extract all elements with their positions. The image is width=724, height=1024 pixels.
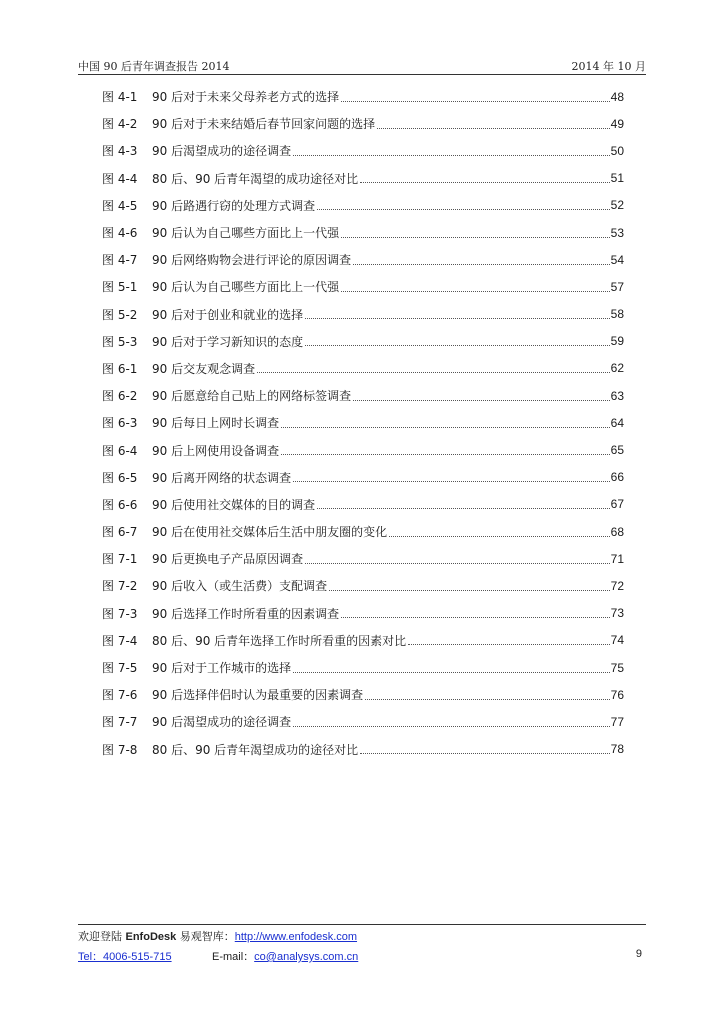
footer-welcome-line xyxy=(78,928,357,944)
toc-page-number: 66 xyxy=(610,470,624,485)
footer-brand: EnfoDesk xyxy=(125,931,177,943)
toc-page-number: 50 xyxy=(610,143,624,158)
toc-entry[interactable] xyxy=(102,382,624,409)
toc-figure-label: 图 7-1 xyxy=(102,552,138,567)
toc-page-number: 57 xyxy=(610,279,624,294)
toc-entry[interactable] xyxy=(102,301,624,328)
toc-figure-title: 90 后更换电子产品原因调查 xyxy=(152,552,304,567)
toc-page-number: 65 xyxy=(610,443,624,458)
toc-page-number: 73 xyxy=(610,606,624,621)
toc-page-number: 53 xyxy=(610,225,624,240)
toc-entry[interactable] xyxy=(102,464,624,491)
toc-entry[interactable] xyxy=(102,491,624,518)
toc-dot-leader xyxy=(293,480,610,482)
toc-figure-title: 90 后对于未来结婚后春节回家问题的选择 xyxy=(152,117,376,132)
toc-figure-label: 图 4-6 xyxy=(102,226,138,241)
toc-figure-label: 图 6-1 xyxy=(102,361,138,376)
toc-entry[interactable] xyxy=(102,600,624,627)
toc-page-number: 49 xyxy=(610,116,624,131)
toc-figure-title: 90 后渴望成功的途径调查 xyxy=(152,144,292,159)
toc-figure-title: 90 后认为自己哪些方面比上一代强 xyxy=(152,226,340,241)
page-header xyxy=(78,56,646,74)
toc-page-number: 77 xyxy=(610,714,624,729)
toc-figure-label: 图 6-3 xyxy=(102,416,138,431)
footer-welcome-suffix: 易观智库： xyxy=(176,930,235,943)
header-date: 2014 年 10 月 xyxy=(571,60,646,73)
toc-figure-title: 90 后对于创业和就业的选择 xyxy=(152,307,304,322)
footer-divider xyxy=(78,924,646,925)
toc-figure-label: 图 7-7 xyxy=(102,715,138,730)
toc-figure-title: 90 后对于工作城市的选择 xyxy=(152,661,292,676)
toc-figure-label: 图 7-3 xyxy=(102,606,138,621)
tel-link[interactable]: Tel：4006-515-715 xyxy=(78,951,172,963)
toc-entry[interactable] xyxy=(102,654,624,681)
toc-entry[interactable] xyxy=(102,681,624,708)
toc-figure-label: 图 7-6 xyxy=(102,688,138,703)
toc-figure-label: 图 4-2 xyxy=(102,117,138,132)
toc-figure-title: 90 后对于未来父母养老方式的选择 xyxy=(152,90,340,105)
toc-dot-leader xyxy=(353,399,610,401)
footer-contact-line xyxy=(78,948,646,964)
figure-list xyxy=(102,83,624,763)
email-group xyxy=(212,948,358,964)
toc-figure-title: 90 后离开网络的状态调查 xyxy=(152,470,292,485)
toc-dot-leader xyxy=(293,671,610,673)
toc-figure-title: 90 后上网使用设备调查 xyxy=(152,443,280,458)
toc-dot-leader xyxy=(281,453,610,455)
toc-figure-label: 图 4-4 xyxy=(102,171,138,186)
toc-figure-label: 图 7-8 xyxy=(102,742,138,757)
toc-page-number: 67 xyxy=(610,497,624,512)
email-link[interactable]: co@analysys.com.cn xyxy=(254,951,359,963)
toc-entry[interactable] xyxy=(102,273,624,300)
toc-dot-leader xyxy=(329,589,610,591)
toc-entry[interactable] xyxy=(102,219,624,246)
toc-figure-label: 图 5-1 xyxy=(102,280,138,295)
toc-dot-leader xyxy=(353,263,610,265)
toc-figure-label: 图 6-6 xyxy=(102,497,138,512)
toc-entry[interactable] xyxy=(102,409,624,436)
toc-figure-title: 90 后交友观念调查 xyxy=(152,361,256,376)
toc-figure-title: 90 后收入（或生活费）支配调查 xyxy=(152,579,328,594)
toc-dot-leader xyxy=(360,181,609,183)
toc-page-number: 62 xyxy=(610,361,624,376)
toc-dot-leader xyxy=(341,290,610,292)
toc-entry[interactable] xyxy=(102,355,624,382)
toc-figure-label: 图 5-2 xyxy=(102,307,138,322)
toc-page-number: 76 xyxy=(610,687,624,702)
toc-figure-label: 图 4-7 xyxy=(102,253,138,268)
toc-page-number: 75 xyxy=(610,660,624,675)
toc-figure-label: 图 4-5 xyxy=(102,198,138,213)
toc-figure-title: 80 后、90 后青年选择工作时所看重的因素对比 xyxy=(152,633,407,648)
website-link[interactable]: http://www.enfodesk.com xyxy=(234,931,358,943)
toc-dot-leader xyxy=(341,100,610,102)
toc-entry[interactable] xyxy=(102,572,624,599)
toc-figure-title: 90 后选择工作时所看重的因素调查 xyxy=(152,606,340,621)
toc-dot-leader xyxy=(305,344,610,346)
toc-figure-title: 90 后路遇行窃的处理方式调查 xyxy=(152,198,316,213)
toc-dot-leader xyxy=(341,616,610,618)
toc-entry[interactable] xyxy=(102,436,624,463)
toc-figure-label: 图 4-3 xyxy=(102,144,138,159)
toc-entry[interactable] xyxy=(102,328,624,355)
toc-figure-title: 80 后、90 后青年渴望成功的途径对比 xyxy=(152,742,359,757)
toc-dot-leader xyxy=(389,535,610,537)
toc-dot-leader xyxy=(257,371,610,373)
toc-entry[interactable] xyxy=(102,137,624,164)
toc-figure-title: 90 后愿意给自己贴上的网络标签调查 xyxy=(152,389,352,404)
toc-entry[interactable] xyxy=(102,545,624,572)
toc-entry[interactable] xyxy=(102,110,624,137)
toc-figure-title: 90 后网络购物会进行评论的原因调查 xyxy=(152,253,352,268)
toc-dot-leader xyxy=(317,507,610,509)
toc-figure-title: 80 后、90 后青年渴望的成功途径对比 xyxy=(152,171,359,186)
toc-page-number: 58 xyxy=(610,307,624,322)
toc-dot-leader xyxy=(293,154,610,156)
toc-figure-title: 90 后选择伴侣时认为最重要的因素调查 xyxy=(152,688,364,703)
toc-page-number: 52 xyxy=(610,198,624,213)
toc-page-number: 63 xyxy=(610,388,624,403)
toc-entry[interactable] xyxy=(102,246,624,273)
toc-page-number: 71 xyxy=(610,551,624,566)
toc-page-number: 64 xyxy=(610,415,624,430)
toc-figure-title: 90 后在使用社交媒体后生活中朋友圈的变化 xyxy=(152,525,388,540)
toc-entry[interactable] xyxy=(102,627,624,654)
toc-figure-title: 90 后对于学习新知识的态度 xyxy=(152,334,304,349)
toc-figure-label: 图 7-4 xyxy=(102,633,138,648)
toc-dot-leader xyxy=(377,127,610,129)
toc-figure-label: 图 7-2 xyxy=(102,579,138,594)
email-label: E-mail： xyxy=(212,951,255,963)
toc-dot-leader xyxy=(305,317,610,319)
toc-entry[interactable] xyxy=(102,736,624,763)
toc-entry[interactable] xyxy=(102,83,624,110)
toc-dot-leader xyxy=(281,426,610,428)
toc-dot-leader xyxy=(408,643,609,645)
toc-dot-leader xyxy=(365,698,610,700)
toc-page-number: 68 xyxy=(610,524,624,539)
toc-page-number: 48 xyxy=(610,89,624,104)
toc-figure-label: 图 6-4 xyxy=(102,443,138,458)
toc-dot-leader xyxy=(360,752,609,754)
toc-figure-title: 90 后渴望成功的途径调查 xyxy=(152,715,292,730)
toc-entry[interactable] xyxy=(102,708,624,735)
toc-figure-label: 图 7-5 xyxy=(102,661,138,676)
toc-figure-label: 图 6-2 xyxy=(102,389,138,404)
toc-dot-leader xyxy=(305,562,610,564)
header-divider xyxy=(78,74,646,75)
toc-figure-label: 图 5-3 xyxy=(102,334,138,349)
toc-figure-label: 图 4-1 xyxy=(102,90,138,105)
toc-entry[interactable] xyxy=(102,165,624,192)
toc-figure-title: 90 后每日上网时长调查 xyxy=(152,416,280,431)
toc-entry[interactable] xyxy=(102,192,624,219)
toc-dot-leader xyxy=(317,208,610,210)
toc-page-number: 59 xyxy=(610,334,624,349)
toc-figure-label: 图 6-5 xyxy=(102,470,138,485)
toc-page-number: 54 xyxy=(610,252,624,267)
toc-figure-label: 图 6-7 xyxy=(102,525,138,540)
toc-page-number: 78 xyxy=(610,742,624,757)
toc-figure-title: 90 后使用社交媒体的目的调查 xyxy=(152,497,316,512)
header-report-title: 中国 90 后青年调查报告 2014 xyxy=(78,60,230,73)
toc-page-number: 51 xyxy=(610,171,624,186)
toc-entry[interactable] xyxy=(102,518,624,545)
toc-dot-leader xyxy=(341,236,610,238)
page-number: 9 xyxy=(635,948,642,960)
toc-page-number: 74 xyxy=(610,633,624,648)
toc-figure-title: 90 后认为自己哪些方面比上一代强 xyxy=(152,280,340,295)
toc-dot-leader xyxy=(293,725,610,727)
footer-welcome-prefix: 欢迎登陆 xyxy=(78,930,126,943)
toc-page-number: 72 xyxy=(610,578,624,593)
